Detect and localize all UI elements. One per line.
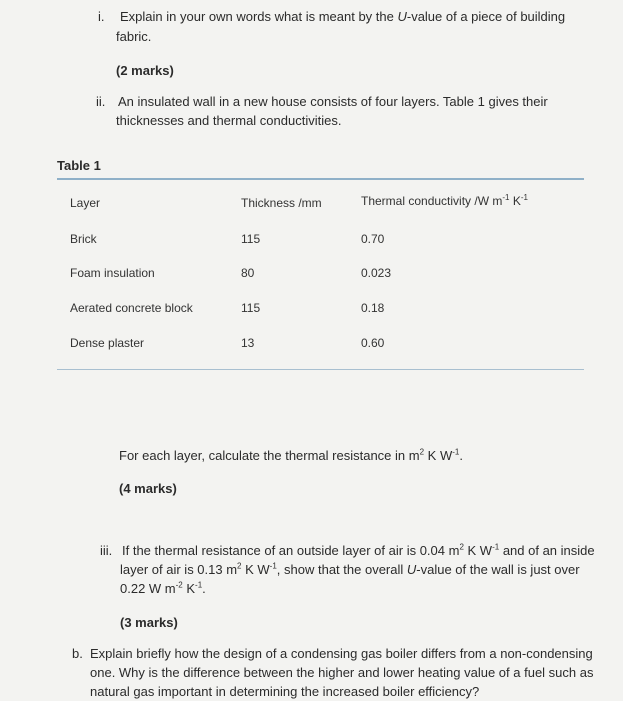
question-iii-number: iii. — [100, 543, 113, 558]
conductivity-header-exp1: -1 — [502, 193, 510, 202]
q3-l3-b: K — [182, 581, 196, 596]
q3-l1-e2: -1 — [492, 542, 500, 552]
table-row-2-layer: Foam insulation — [70, 266, 155, 280]
calc-text-b: K W — [424, 448, 453, 463]
q3-l1-e1: 2 — [459, 542, 464, 552]
q3-l2-b: K W — [241, 562, 270, 577]
question-i — [98, 7, 598, 26]
question-i-text-a: Explain in your own words what is meant by the — [120, 9, 398, 24]
question-b-line3: natural gas important in determining the increased boiler efficiency? — [90, 684, 480, 699]
q3-l2-a: layer of air is 0.13 m — [120, 562, 238, 577]
calc-marks: (4 marks) — [119, 481, 177, 496]
question-iii-line2 — [120, 560, 580, 579]
conductivity-header-exp2: -1 — [520, 193, 528, 202]
calc-exp2: -1 — [452, 447, 460, 457]
question-iii-line3 — [120, 579, 206, 598]
table-bottom-rule — [57, 369, 584, 370]
q3-l3-a: 0.22 W m — [120, 581, 176, 596]
calc-instruction — [119, 446, 463, 465]
q3-l3-e1: -2 — [175, 580, 183, 590]
table-row-2-thickness: 80 — [241, 266, 255, 280]
question-iii-marks: (3 marks) — [120, 615, 178, 630]
question-ii-line1: An insulated wall in a new house consists of four layers. Table 1 gives their — [118, 94, 548, 109]
table-row-2-conductivity: 0.023 — [361, 266, 392, 280]
question-ii — [96, 92, 606, 111]
q3-l2-e1: 2 — [237, 561, 242, 571]
q3-l2-d: -value of the wall is just over — [416, 562, 580, 577]
table-row-1-conductivity: 0.70 — [361, 232, 385, 246]
q3-l2-c: , show that the overall — [276, 562, 407, 577]
question-i-number: i. — [98, 9, 105, 24]
calc-text-a: For each layer, calculate the thermal resistance in m — [119, 448, 420, 463]
table-row-4-thickness: 13 — [241, 336, 255, 350]
calc-text-c: . — [459, 448, 463, 463]
table-row-1-thickness: 115 — [241, 232, 261, 246]
question-i-line2: fabric. — [116, 29, 152, 44]
calc-exp1: 2 — [419, 447, 425, 457]
table-row-3-conductivity: 0.18 — [361, 301, 385, 315]
q3-l2-e2: -1 — [269, 561, 277, 571]
question-b-number: b. — [72, 646, 83, 661]
conductivity-header-base: Thermal conductivity /W m — [361, 194, 503, 208]
q3-l1-c: and of an inside — [499, 543, 595, 558]
table-header-conductivity — [361, 194, 528, 208]
table-header-thickness: Thickness /mm — [241, 196, 322, 210]
table-row-3-thickness: 115 — [241, 301, 261, 315]
question-b-line2: one. Why is the difference between the higher and lower heating value of a fuel such as — [90, 665, 594, 680]
table-header-layer: Layer — [70, 196, 101, 210]
q3-l3-e2: -1 — [195, 580, 203, 590]
q3-l3-c: . — [202, 581, 206, 596]
question-ii-number: ii. — [96, 94, 106, 109]
q3-l1-a: If the thermal resistance of an outside layer of air is 0.04 m — [122, 543, 460, 558]
question-b-line1: Explain briefly how the design of a condensing gas boiler differs from a non-condensing — [90, 646, 593, 661]
table-top-rule — [57, 178, 584, 180]
table-row-1-layer: Brick — [70, 232, 97, 246]
question-b — [72, 644, 612, 663]
question-iii — [100, 541, 610, 560]
question-i-text-b: -value of a piece of building — [406, 9, 566, 24]
q3-l1-b: K W — [463, 543, 493, 558]
question-i-marks: (2 marks) — [116, 63, 174, 78]
question-i-italic-u: U — [397, 9, 407, 24]
q3-l2-italic-u: U — [406, 562, 417, 577]
question-ii-line2: thicknesses and thermal conductivities. — [116, 113, 342, 128]
table-row-4-conductivity: 0.60 — [361, 336, 385, 350]
table-row-4-layer: Dense plaster — [70, 336, 145, 350]
table-row-3-layer: Aerated concrete block — [70, 301, 193, 315]
table-title: Table 1 — [57, 158, 101, 173]
conductivity-header-mid: K — [509, 194, 521, 208]
